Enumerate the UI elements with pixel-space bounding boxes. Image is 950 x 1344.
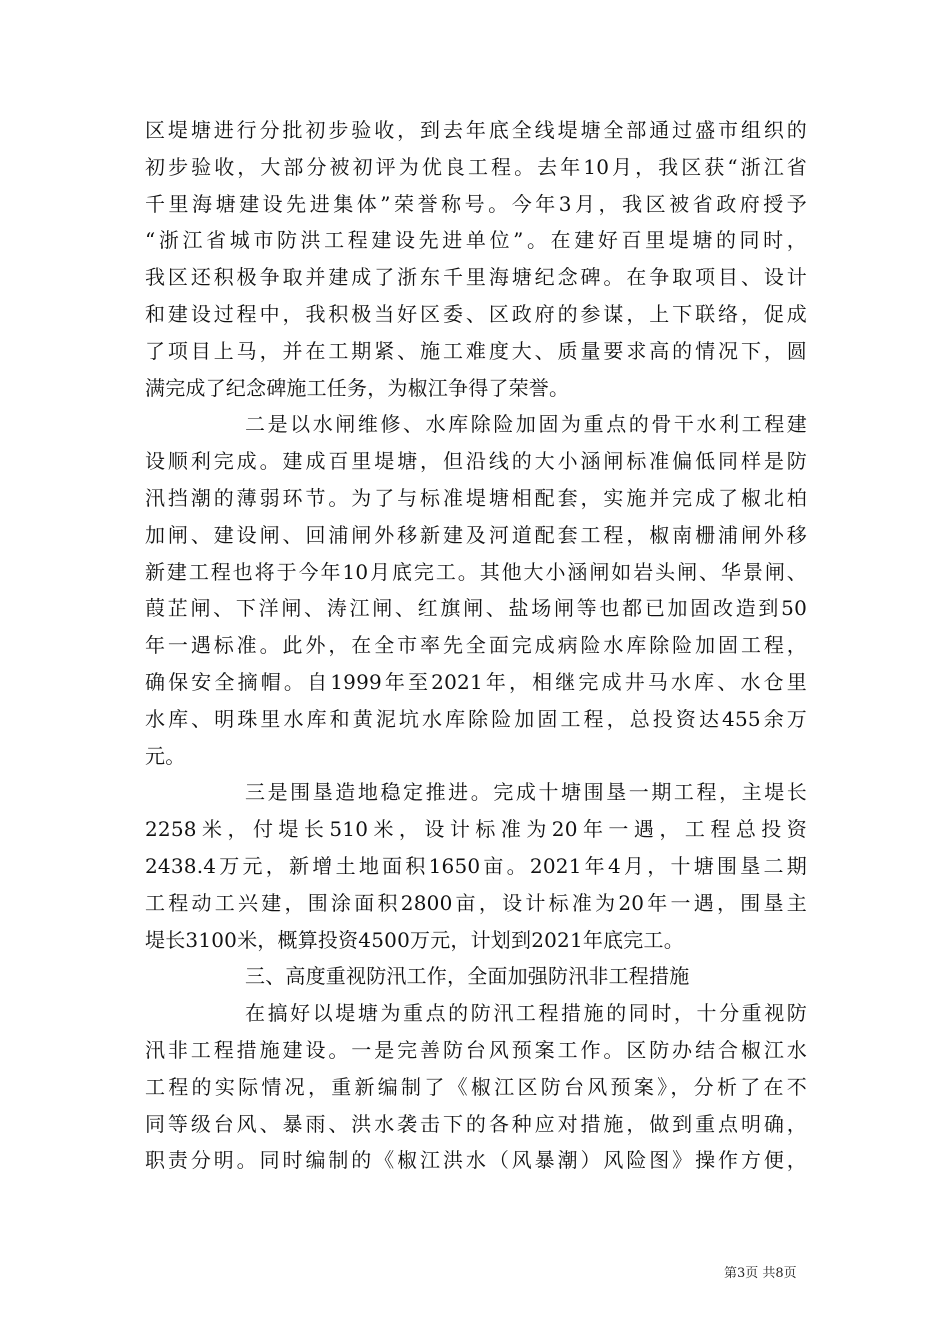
text-line: 汛挡潮的薄弱环节。为了与标准堤塘相配套，实施并完成了椒北柏 bbox=[145, 485, 807, 510]
paragraph-sluice-reservoir bbox=[145, 406, 807, 774]
heading-line: 三、高度重视防汛工作，全面加强防汛非工程措施 bbox=[245, 964, 690, 989]
text-line: 2438.4万元，新增土地面积1650亩。2021年4月，十塘围垦二期 bbox=[145, 853, 807, 878]
page-number: 第3页 共8页 bbox=[724, 1266, 797, 1281]
text-line: 满完成了纪念碑施工任务，为椒江争得了荣誉。 bbox=[145, 375, 570, 400]
text-line: 2258米，付堤长510米，设计标准为20年一遇，工程总投资 bbox=[145, 817, 807, 842]
text-line: 工程动工兴建，围涂面积2800亩，设计标准为20年一遇，围垦主 bbox=[145, 890, 807, 915]
text-line: 元。 bbox=[145, 743, 186, 768]
text-line: 我区还积极争取并建成了浙东千里海塘纪念碑。在争取项目、设计 bbox=[145, 265, 807, 290]
text-line: 年一遇标准。此外，在全市率先全面完成病险水库除险加固工程， bbox=[145, 633, 807, 658]
text-line: 了项目上马，并在工期紧、施工难度大、质量要求高的情况下，圆 bbox=[145, 338, 807, 363]
paragraph-seawall-acceptance bbox=[145, 112, 807, 406]
text-line: “浙江省城市防洪工程建设先进单位”。在建好百里堤塘的同时， bbox=[145, 228, 807, 253]
text-line: 堤长3100米，概算投资4500万元，计划到2021年底完工。 bbox=[145, 927, 684, 952]
document-body bbox=[145, 112, 807, 1179]
text-line: 区堤塘进行分批初步验收，到去年底全线堤塘全部通过盛市组织的 bbox=[145, 118, 807, 142]
paragraph-non-engineering-measures bbox=[145, 995, 807, 1179]
text-line: 在搞好以堤塘为重点的防汛工程措施的同时，十分重视防 bbox=[245, 1001, 807, 1026]
text-line: 汛非工程措施建设。一是完善防台风预案工作。区防办结合椒江水 bbox=[145, 1037, 807, 1062]
text-line: 初步验收，大部分被初评为优良工程。去年10月，我区获“浙江省 bbox=[145, 154, 807, 179]
text-line: 工程的实际情况，重新编制了《椒江区防台风预案》，分析了在不 bbox=[145, 1074, 807, 1099]
section-heading bbox=[145, 958, 807, 995]
text-line: 二是以水闸维修、水库除险加固为重点的骨干水利工程建 bbox=[245, 412, 807, 437]
text-line: 水库、明珠里水库和黄泥坑水库除险加固工程，总投资达455余万 bbox=[145, 706, 807, 731]
text-line: 设顺利完成。建成百里堤塘，但沿线的大小涵闸标准偏低同样是防 bbox=[145, 449, 807, 474]
text-line: 加闸、建设闸、回浦闸外移新建及河道配套工程，椒南栅浦闸外移 bbox=[145, 522, 807, 547]
text-line: 确保安全摘帽。自1999年至2021年，相继完成井马水库、水仓里 bbox=[145, 669, 807, 694]
text-line: 新建工程也将于今年10月底完工。其他大小涵闸如岩头闸、华景闸、 bbox=[145, 559, 807, 584]
paragraph-reclamation bbox=[145, 774, 807, 958]
text-line: 三是围垦造地稳定推进。完成十塘围垦一期工程，主堤长 bbox=[245, 780, 807, 805]
text-line: 职责分明。同时编制的《椒江洪水（风暴潮）风险图》操作方便， bbox=[145, 1148, 807, 1173]
text-line: 葭芷闸、下洋闸、涛江闸、红旗闸、盐场闸等也都已加固改造到50 bbox=[145, 596, 807, 621]
text-line: 和建设过程中，我积极当好区委、区政府的参谋，上下联络，促成 bbox=[145, 301, 807, 326]
text-line: 千里海塘建设先进集体”荣誉称号。今年3月，我区被省政府授予 bbox=[145, 191, 807, 216]
text-line: 同等级台风、暴雨、洪水袭击下的各种应对措施，做到重点明确， bbox=[145, 1111, 807, 1136]
